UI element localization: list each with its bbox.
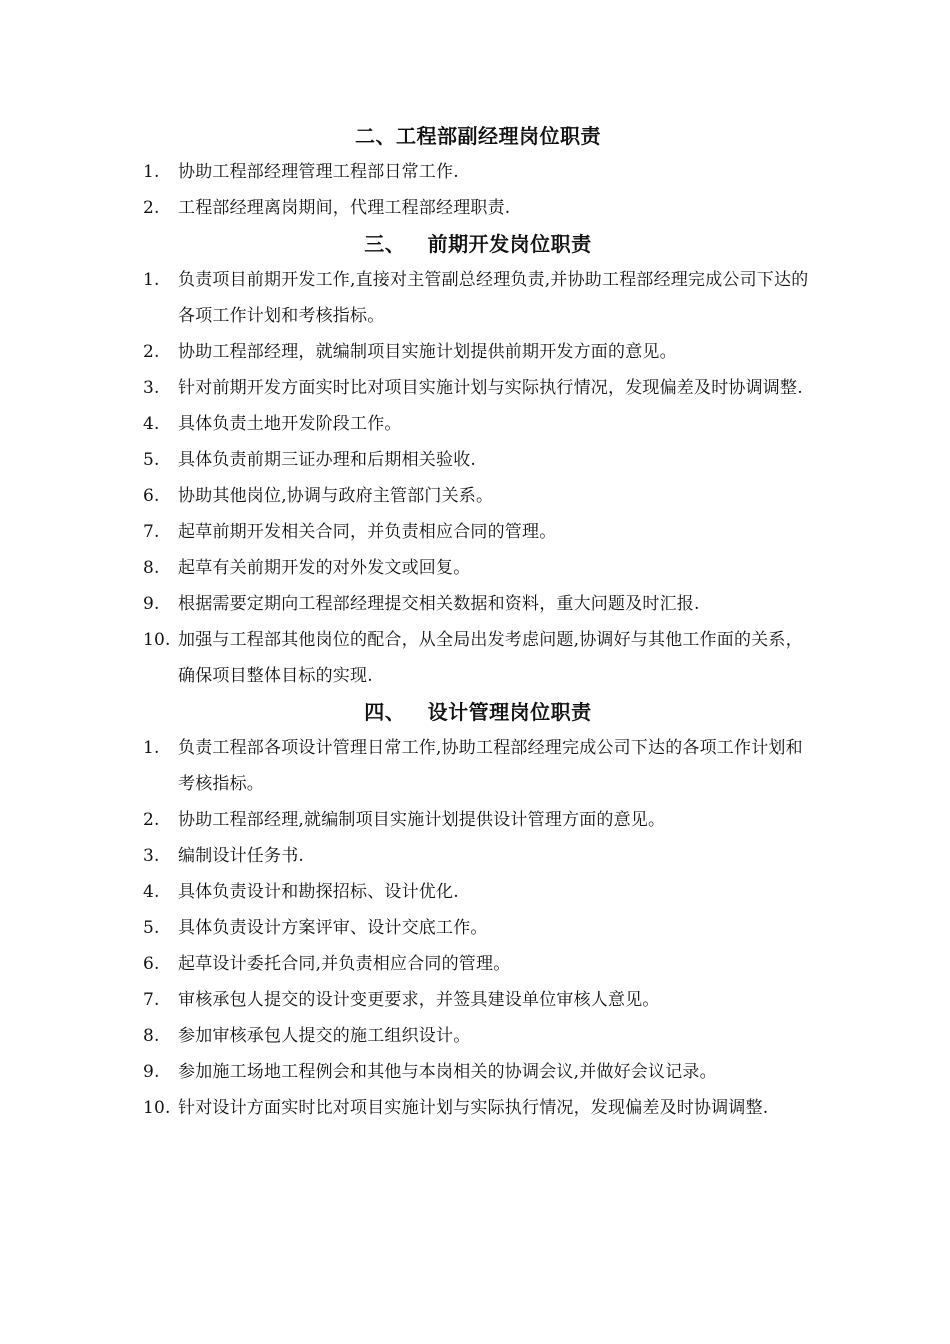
item-number: 7.	[143, 522, 160, 542]
list-item	[143, 730, 813, 802]
list-item	[143, 982, 813, 1018]
item-number: 7.	[143, 990, 160, 1010]
list-item	[143, 838, 813, 874]
duty-list	[143, 262, 813, 694]
item-number: 5.	[143, 450, 160, 470]
item-number: 5.	[143, 918, 160, 938]
list-item	[143, 334, 813, 370]
list-item	[143, 262, 813, 334]
list-item	[143, 874, 813, 910]
item-number: 2.	[143, 342, 160, 362]
item-number: 1.	[143, 270, 160, 290]
list-item	[143, 154, 813, 190]
item-number: 8.	[143, 1026, 160, 1046]
item-text: 参加审核承包人提交的施工组织设计。	[178, 1026, 471, 1046]
item-text: 协助工程部经理，就编制项目实施计划提供前期开发方面的意见。	[178, 342, 677, 362]
item-text: 审核承包人提交的设计变更要求，并签具建设单位审核人意见。	[178, 990, 660, 1010]
list-item	[143, 1054, 813, 1090]
item-number: 9.	[143, 594, 160, 614]
duty-list	[143, 154, 813, 226]
list-item	[143, 1090, 813, 1126]
item-text: 起草有关前期开发的对外发文或回复。	[178, 558, 471, 578]
section-title: 二、工程部副经理岗位职责	[355, 124, 601, 148]
list-item	[143, 1018, 813, 1054]
item-number: 3.	[143, 846, 160, 866]
item-number: 3.	[143, 378, 160, 398]
item-text: 加强与工程部其他岗位的配合，从全局出发考虑问题,协调好与其他工作面的关系，确保项目整体目标的实现.	[178, 630, 803, 686]
section-title: 三、 前期开发岗位职责	[364, 232, 592, 256]
list-item	[143, 802, 813, 838]
document-body	[143, 118, 813, 1126]
item-text: 起草设计委托合同,并负责相应合同的管理。	[178, 954, 511, 974]
item-number: 2.	[143, 810, 160, 830]
item-number: 4.	[143, 882, 160, 902]
item-text: 协助工程部经理管理工程部日常工作.	[178, 162, 459, 182]
item-text: 编制设计任务书.	[178, 846, 305, 866]
section-preliminary-development	[143, 226, 813, 694]
item-number: 1.	[143, 162, 160, 182]
item-text: 根据需要定期向工程部经理提交相关数据和资料，重大问题及时汇报.	[178, 594, 700, 614]
item-text: 参加施工场地工程例会和其他与本岗相关的协调会议,并做好会议记录。	[178, 1062, 717, 1082]
item-text: 负责工程部各项设计管理日常工作,协助工程部经理完成公司下达的各项工作计划和考核指标。	[178, 738, 803, 794]
item-number: 1.	[143, 738, 160, 758]
item-text: 具体负责设计方案评审、设计交底工作。	[178, 918, 488, 938]
list-item	[143, 586, 813, 622]
section-design-management	[143, 694, 813, 1126]
item-text: 针对设计方面实时比对项目实施计划与实际执行情况，发现偏差及时协调调整.	[178, 1098, 769, 1118]
list-item	[143, 442, 813, 478]
item-number: 6.	[143, 954, 160, 974]
list-item	[143, 406, 813, 442]
list-item	[143, 190, 813, 226]
item-number: 9.	[143, 1062, 160, 1082]
list-item	[143, 478, 813, 514]
item-number: 8.	[143, 558, 160, 578]
section-deputy-manager	[143, 118, 813, 226]
list-item	[143, 514, 813, 550]
item-number: 10.	[143, 630, 171, 650]
item-text: 负责项目前期开发工作,直接对主管副总经理负责,并协助工程部经理完成公司下达的各项工作计划和考核指标。	[178, 270, 809, 326]
item-text: 具体负责土地开发阶段工作。	[178, 414, 402, 434]
item-text: 起草前期开发相关合同，并负责相应合同的管理。	[178, 522, 557, 542]
list-item	[143, 550, 813, 586]
item-text: 协助工程部经理,就编制项目实施计划提供设计管理方面的意见。	[178, 810, 666, 830]
item-number: 6.	[143, 486, 160, 506]
item-number: 10.	[143, 1098, 171, 1118]
list-item	[143, 370, 813, 406]
list-item	[143, 910, 813, 946]
section-title: 四、 设计管理岗位职责	[364, 700, 592, 724]
list-item	[143, 622, 813, 694]
item-text: 针对前期开发方面实时比对项目实施计划与实际执行情况，发现偏差及时协调调整.	[178, 378, 803, 398]
duty-list	[143, 730, 813, 1126]
item-number: 4.	[143, 414, 160, 434]
list-item	[143, 946, 813, 982]
item-number: 2.	[143, 198, 160, 218]
item-text: 具体负责前期三证办理和后期相关验收.	[178, 450, 477, 470]
item-text: 协助其他岗位,协调与政府主管部门关系。	[178, 486, 494, 506]
item-text: 工程部经理离岗期间，代理工程部经理职责.	[178, 198, 511, 218]
item-text: 具体负责设计和勘探招标、设计优化.	[178, 882, 459, 902]
